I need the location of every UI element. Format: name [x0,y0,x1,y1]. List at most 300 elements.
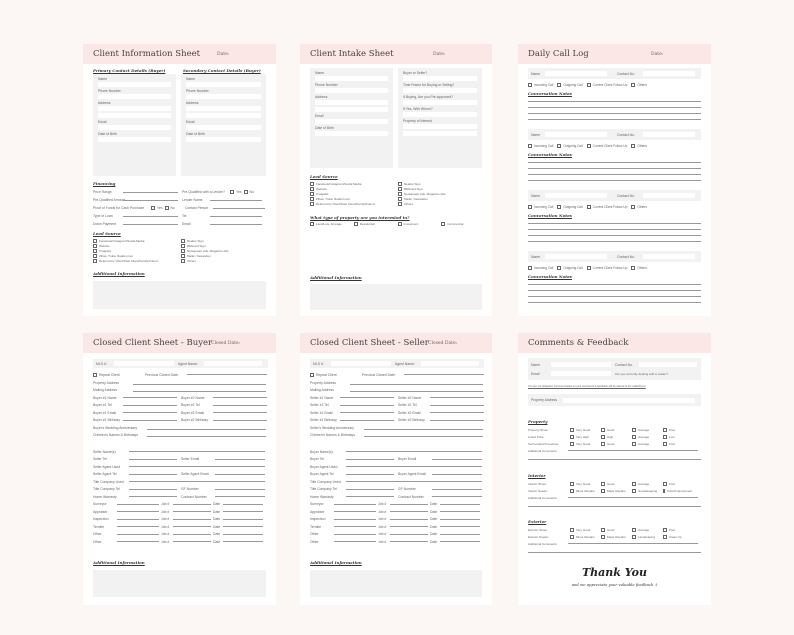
name-field[interactable] [545,193,607,198]
date-label: Date [213,524,221,529]
field-input[interactable] [98,94,171,99]
checkbox[interactable] [310,197,314,201]
checkbox[interactable] [663,535,667,539]
financing-line[interactable] [123,224,178,225]
notes-line[interactable] [528,290,701,291]
party-line[interactable] [129,489,177,490]
party-line[interactable] [432,496,482,497]
rating-option [570,489,601,493]
rating-option [663,488,693,493]
pair-line[interactable] [213,405,267,406]
pair-line[interactable] [430,397,484,398]
vendor-line[interactable] [334,519,376,520]
notes-line[interactable] [528,284,701,285]
row-line[interactable] [364,429,483,430]
checkbox[interactable] [398,202,402,206]
field-input[interactable] [186,137,261,142]
vendor-line[interactable] [117,504,159,505]
additional-info-heading: Additional Information [93,271,145,276]
field-input[interactable] [315,107,388,112]
party-label: Seller Name(s) [93,449,116,454]
field-input[interactable] [98,113,171,118]
call-type-option [557,83,582,87]
address-label: Property Address [531,398,558,402]
checkbox[interactable] [398,182,402,186]
mls-field[interactable] [114,361,174,366]
financing-line[interactable] [123,216,178,217]
field-input[interactable] [403,88,477,93]
checkbox[interactable] [632,535,636,539]
no-label: No [249,190,254,194]
date-line[interactable] [223,534,263,535]
checkbox[interactable] [632,442,636,446]
checkbox[interactable] [93,244,97,248]
field-input[interactable] [98,137,171,142]
checkbox[interactable] [570,442,574,446]
checkbox[interactable] [310,182,314,186]
property-type-heading: What type of property are you interested in? [310,215,410,220]
notes-line[interactable] [528,162,701,163]
job-line[interactable] [390,519,428,520]
party-line[interactable] [346,481,482,482]
checkbox[interactable] [398,197,402,201]
no-label: No [170,206,175,210]
job-line[interactable] [390,526,428,527]
rating-option [632,435,663,439]
call-type-row [528,83,651,87]
party-label: Seller Agent Email [181,472,209,477]
repeat-client-checkbox[interactable] [93,373,97,377]
checkbox[interactable] [528,205,532,209]
agent-field[interactable] [421,361,479,366]
financing-line[interactable] [123,200,178,201]
pair-line[interactable] [213,420,267,421]
party-line[interactable] [129,496,177,497]
vendor-line[interactable] [334,526,376,527]
additional-info-field[interactable] [310,284,482,310]
contact-field[interactable] [643,193,695,198]
notes-line[interactable] [528,101,701,102]
job-line[interactable] [390,511,428,512]
party-row [310,493,484,501]
pair-line[interactable] [430,420,484,421]
checkbox[interactable] [398,187,402,191]
field-input[interactable] [186,94,261,99]
repeat-client-label: Repeat Client [99,372,120,377]
checkbox[interactable] [587,205,591,209]
checkbox[interactable] [601,535,605,539]
job-line[interactable] [390,541,428,542]
job-line[interactable] [173,534,211,535]
checkbox[interactable] [398,192,402,196]
pair-line[interactable] [213,397,267,398]
checkbox[interactable] [632,428,636,432]
party-line[interactable] [346,489,394,490]
call-type-label: Incoming Call [534,205,554,209]
repeat-row [310,370,484,379]
row-line[interactable] [147,436,266,437]
mls-agent-box [310,359,484,368]
pair-line[interactable] [340,397,394,398]
pair-row [93,402,268,410]
checkbox[interactable] [632,528,636,532]
checkbox[interactable] [570,428,574,432]
field-input[interactable] [403,76,477,81]
rating-option [601,528,632,532]
date-line[interactable] [440,511,480,512]
checkbox[interactable] [632,435,636,439]
checkbox[interactable] [663,489,665,493]
comments-line[interactable] [528,506,701,507]
row-label: Children's Names & Birthdays [93,433,138,438]
checkbox[interactable] [441,222,445,226]
contact-label: Contact No. [617,71,635,76]
form-row [93,379,268,387]
email-field[interactable] [551,371,611,376]
financing-line[interactable] [210,216,262,217]
field-input[interactable] [98,106,171,111]
field-input[interactable] [315,88,388,93]
checkbox[interactable] [310,202,314,206]
row-line[interactable] [350,391,483,392]
mls-label: MLS #: [96,361,107,366]
comments-line[interactable] [528,459,701,460]
call-type-option [631,205,647,209]
checkbox[interactable] [663,528,667,532]
pair-line[interactable] [430,405,484,406]
pair-line[interactable] [340,420,394,421]
field-input[interactable] [315,119,388,124]
checkbox[interactable] [528,266,532,270]
checkbox[interactable] [632,489,636,493]
notes-line[interactable] [528,229,701,230]
checkbox[interactable] [663,442,667,446]
name-label: Name [531,193,541,198]
call-contact-box [528,190,701,201]
party-line[interactable] [432,474,482,475]
field-input[interactable] [186,113,261,118]
row-line[interactable] [147,429,266,430]
field-input[interactable] [403,112,477,117]
vendor-line[interactable] [117,526,159,527]
date-line[interactable] [440,504,480,505]
field-input[interactable] [98,125,171,130]
checkbox[interactable] [93,239,97,243]
additional-info-field[interactable] [310,570,482,597]
previous-closed-line[interactable] [187,374,267,375]
party-line[interactable] [346,496,394,497]
checkbox[interactable] [587,266,591,270]
pair-line[interactable] [430,412,484,413]
checkbox[interactable] [230,190,234,194]
rating-option [632,489,663,493]
notes-line[interactable] [528,180,701,181]
rating-option-label: Low [669,434,675,439]
previous-closed-line[interactable] [404,374,484,375]
conversation-notes-heading: Conversation Notes [528,213,572,218]
financing-line[interactable] [210,200,262,201]
party-line[interactable] [129,474,177,475]
pair-line[interactable] [340,405,394,406]
vendor-label: Other [310,532,319,537]
checkbox[interactable] [181,249,185,253]
lead-option-label: Craigslist [99,248,112,253]
checkbox[interactable] [663,435,667,439]
field-input[interactable] [403,131,477,136]
name-field[interactable] [545,132,607,137]
notes-line[interactable] [528,302,701,303]
checkbox[interactable] [663,482,667,486]
name-field[interactable] [551,362,611,367]
checkbox[interactable] [601,482,605,486]
field-input[interactable] [403,100,477,105]
field-input[interactable] [315,76,388,81]
job-line[interactable] [173,511,211,512]
checkbox[interactable] [601,528,605,532]
feedback-note: You are not obligated, comment below on your comments & feedback will be shared to the seller/buyer [528,385,646,388]
notes-line[interactable] [528,119,701,120]
call-type-label: Others [637,144,647,148]
checkbox[interactable] [93,259,97,263]
notes-line[interactable] [528,235,701,236]
checkbox[interactable] [165,206,169,210]
checkbox[interactable] [570,535,574,539]
pair-line[interactable] [213,412,267,413]
comments-line[interactable] [568,497,698,498]
rating-option [570,482,601,486]
vendor-line[interactable] [117,511,159,512]
field-input[interactable] [403,124,477,129]
date-line[interactable] [223,526,263,527]
checkbox[interactable] [93,254,97,258]
party-line[interactable] [346,474,394,475]
repeat-row [93,370,268,379]
vendor-line[interactable] [117,541,159,542]
date-line[interactable] [223,519,263,520]
checkbox[interactable] [601,489,605,493]
row-line[interactable] [350,384,483,385]
checkbox[interactable] [557,266,561,270]
vendor-line[interactable] [117,534,159,535]
checkbox[interactable] [310,222,314,226]
party-label: GF Number [181,487,199,492]
pair-line[interactable] [123,412,177,413]
checkbox[interactable] [181,244,185,248]
party-line[interactable] [346,459,394,460]
checkbox[interactable] [570,435,574,439]
rating-option [632,442,663,446]
checkbox[interactable] [587,144,591,148]
field-input[interactable] [186,82,261,87]
email-label: Email [531,371,540,376]
date-line[interactable] [440,526,480,527]
checkbox[interactable] [663,428,667,432]
mls-field[interactable] [331,361,391,366]
checkbox[interactable] [631,83,635,87]
name-field[interactable] [545,254,607,259]
date-line[interactable] [440,519,480,520]
property-type-row [310,222,485,226]
checkbox[interactable] [587,83,591,87]
financing-line[interactable] [123,192,178,193]
rating-option [663,528,689,532]
financing-line[interactable] [213,208,265,209]
notes-line[interactable] [528,174,701,175]
checkbox[interactable] [398,222,402,226]
closed-seller-form [310,359,484,574]
contact-field[interactable] [643,71,695,76]
contact-field[interactable] [643,132,695,137]
checkbox[interactable] [557,205,561,209]
party-line[interactable] [129,466,265,467]
rating-option-label: Average [638,434,650,439]
rating-option-label: Average [638,441,650,446]
pair-line[interactable] [123,420,177,421]
financing-row [93,220,268,228]
checkbox[interactable] [354,222,358,226]
contact-label: Contact No. [615,362,633,367]
job-label: Job # [161,517,170,522]
pair-label: Seller #1 Tel [310,403,329,408]
party-line[interactable] [129,451,265,452]
vendor-line[interactable] [334,511,376,512]
rating-option-label: Poor [669,427,676,432]
field-input[interactable] [98,82,171,87]
financing-line[interactable] [210,224,262,225]
date-line[interactable] [223,504,263,505]
party-line[interactable] [432,489,482,490]
name-field[interactable] [545,71,607,76]
pair-label: Seller #1 Birthday [310,418,337,423]
job-label: Job # [378,517,387,522]
job-line[interactable] [173,541,211,542]
notes-line[interactable] [528,223,701,224]
checkbox[interactable] [181,239,185,243]
call-type-option [528,83,553,87]
field-label: Address [98,101,111,105]
notes-line[interactable] [528,241,701,242]
checkbox[interactable] [310,192,314,196]
checkbox[interactable] [631,205,635,209]
checkbox[interactable] [601,442,605,446]
notes-line[interactable] [528,296,701,297]
row-line[interactable] [133,391,266,392]
address-field[interactable] [563,398,695,403]
party-line[interactable] [215,459,265,460]
agent-field[interactable] [204,361,262,366]
job-line[interactable] [390,534,428,535]
field-input[interactable] [315,131,388,136]
contact-label: Contact No. [617,132,635,137]
checkbox[interactable] [181,254,185,258]
field-input[interactable] [315,100,388,105]
additional-info-field[interactable] [93,281,266,309]
notes-line[interactable] [528,113,701,114]
call-contact-box [528,251,701,262]
party-line[interactable] [346,466,482,467]
party-line[interactable] [346,451,482,452]
job-line[interactable] [173,526,211,527]
repeat-client-checkbox[interactable] [310,373,314,377]
row-line[interactable] [364,436,483,437]
field-input[interactable] [186,125,261,130]
pair-line[interactable] [340,412,394,413]
comments-line[interactable] [568,543,698,544]
contact-field[interactable] [643,254,695,259]
job-line[interactable] [173,519,211,520]
checkbox[interactable] [151,206,155,210]
pair-line[interactable] [123,397,177,398]
vendor-row [310,501,484,509]
vendor-row [310,531,484,539]
vendor-row [310,516,484,524]
vendor-row [93,538,268,546]
checkbox[interactable] [310,187,314,191]
party-line[interactable] [215,474,265,475]
lead-option [93,254,181,258]
checkbox[interactable] [557,144,561,148]
notes-line[interactable] [528,107,701,108]
pair-line[interactable] [123,405,177,406]
rating-option-label: Major Repairs [607,534,626,539]
checkbox[interactable] [570,482,574,486]
party-line[interactable] [215,496,265,497]
notes-line[interactable] [528,168,701,169]
vendor-line[interactable] [334,541,376,542]
checkbox[interactable] [528,144,532,148]
checkbox[interactable] [93,249,97,253]
call-type-option [631,266,647,270]
vendor-line[interactable] [334,534,376,535]
checkbox[interactable] [557,83,561,87]
date-label: Date [430,509,438,514]
checkbox[interactable] [632,482,636,486]
contact-field[interactable] [639,362,697,367]
job-line[interactable] [390,504,428,505]
comments-line[interactable] [528,552,701,553]
field-input[interactable] [186,106,261,111]
additional-info-field[interactable] [93,570,266,597]
job-label: Job # [378,524,387,529]
date-line[interactable] [440,534,480,535]
rating-option [663,535,689,539]
date-line[interactable] [223,541,263,542]
checkbox[interactable] [181,259,185,263]
party-line[interactable] [129,481,265,482]
checkbox[interactable] [631,266,635,270]
checkbox[interactable] [528,83,532,87]
checkbox[interactable] [601,435,605,439]
date-line[interactable] [440,541,480,542]
vendor-line[interactable] [117,519,159,520]
comments-line[interactable] [568,450,698,451]
rating-option [570,528,601,532]
checkbox[interactable] [601,428,605,432]
party-line[interactable] [432,459,482,460]
checkbox[interactable] [570,528,574,532]
row-line[interactable] [133,384,266,385]
checkbox[interactable] [631,144,635,148]
party-line[interactable] [215,489,265,490]
vendor-line[interactable] [334,504,376,505]
checkbox[interactable] [244,190,248,194]
job-line[interactable] [173,504,211,505]
vendor-label: Termite [93,524,105,529]
checkbox[interactable] [570,489,574,493]
date-line[interactable] [223,511,263,512]
lead-option-label: Website [316,186,327,191]
party-line[interactable] [129,459,177,460]
